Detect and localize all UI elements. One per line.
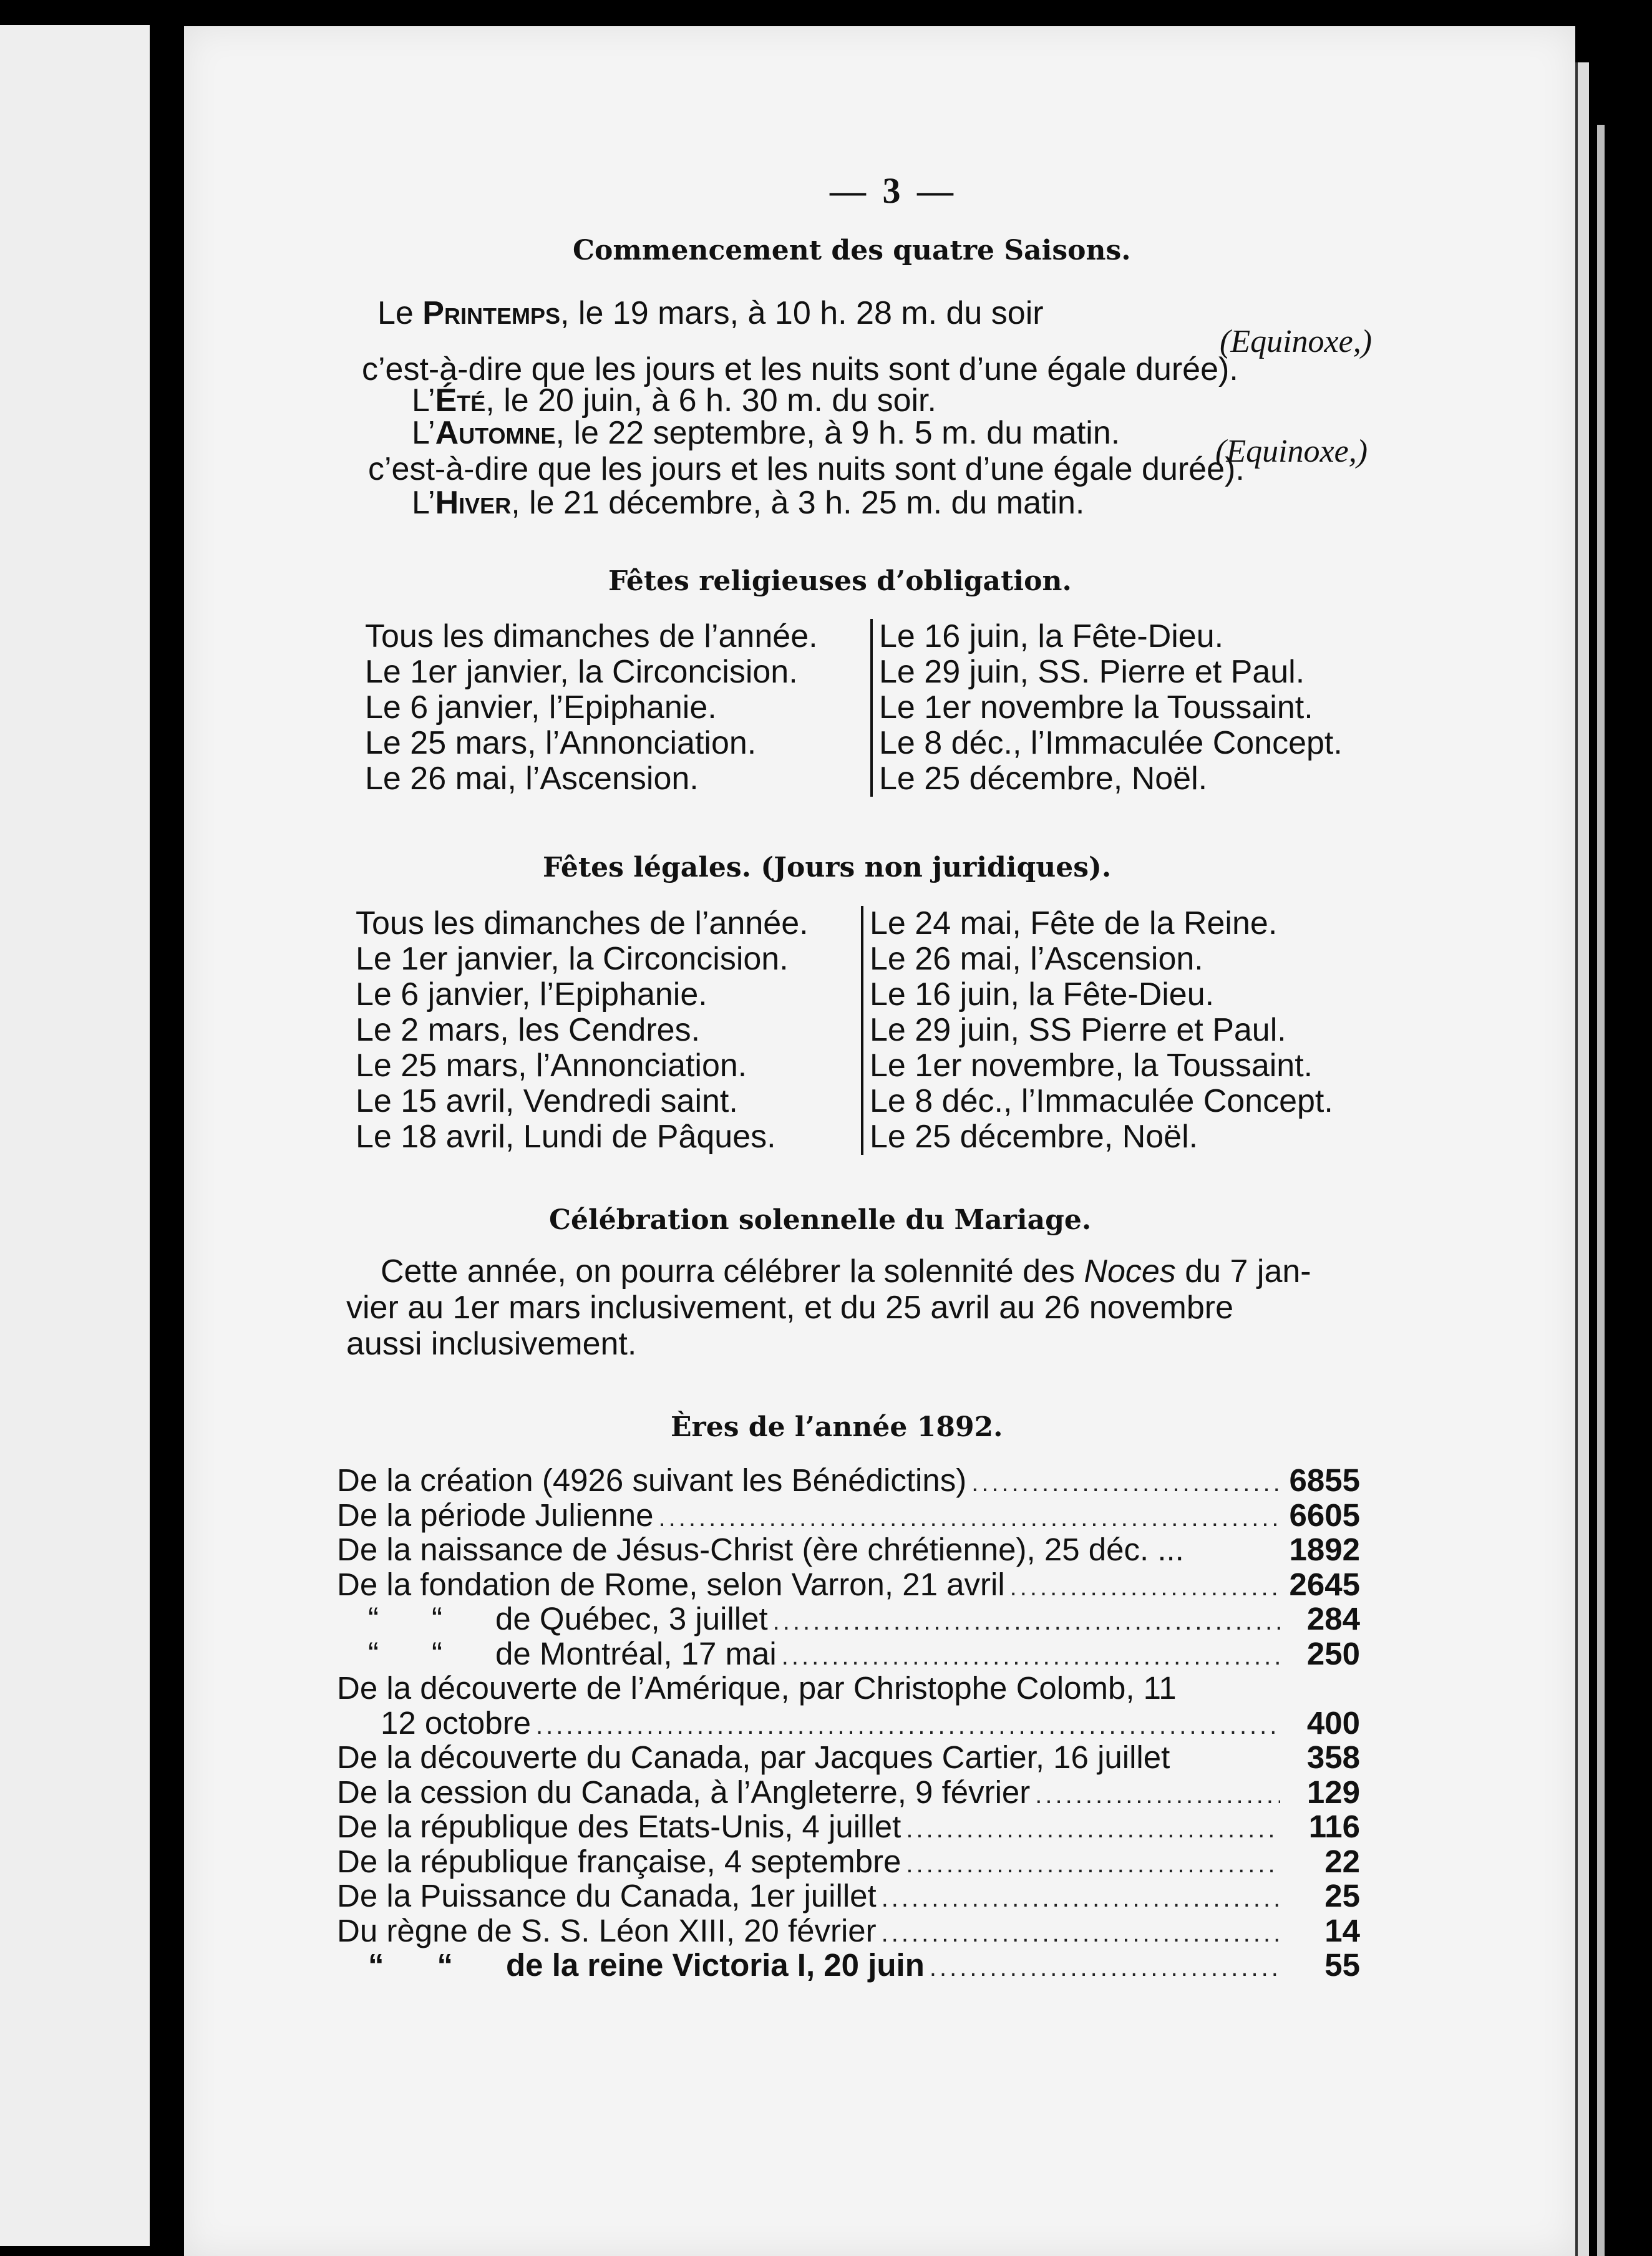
feast-item: Le 8 déc., l’Immaculée Concept. xyxy=(879,725,1343,761)
marriage-text-line: Cette année, on pourra célébrer la solennité des Noces du 7 jan- xyxy=(381,1253,1311,1290)
era-row: De la cession du Canada, à l’Angleterre, 9 février ..... 129 xyxy=(337,1775,1360,1810)
era-row: “ “ de la reine Victoria I, 20 juin ..... 55 xyxy=(337,1948,1360,1983)
season-name: Été xyxy=(435,382,486,419)
era-row: De la découverte du Canada, par Jacques Cartier, 16 juillet 358 xyxy=(337,1739,1360,1775)
religious-feasts-heading: Fêtes religieuses d’obligation. xyxy=(608,565,1072,597)
page-edge xyxy=(1575,62,1589,2256)
era-value: 250 xyxy=(1306,1635,1360,1671)
holiday-item: Le 2 mars, les Cendres. xyxy=(356,1012,701,1048)
holiday-item: Le 18 avril, Lundi de Pâques. xyxy=(356,1119,776,1155)
dot-leader xyxy=(906,1847,1280,1882)
holiday-item: Le 25 mars, l’Annonciation. xyxy=(356,1048,747,1084)
era-value: 1892 xyxy=(1289,1532,1360,1567)
era-row: De la fondation de Rome, selon Varron, 21 avril ..... 2645 xyxy=(337,1567,1360,1602)
holiday-item: Le 8 déc., l’Immaculée Concept. xyxy=(870,1083,1333,1119)
equinox-note: (Equinoxe,) xyxy=(1215,434,1368,469)
holiday-item: Le 16 juin, la Fête-Dieu. xyxy=(870,976,1215,1013)
era-row: Du règne de S. S. Léon XIII, 20 février ..... 14 xyxy=(337,1913,1360,1948)
seasons-line: L’Automne, le 22 septembre, à 9 h. 5 m. du matin. xyxy=(412,415,1120,451)
holiday-item: Tous les dimanches de l’année. xyxy=(356,905,809,941)
era-value: 14 xyxy=(1324,1912,1360,1948)
era-value: 2645 xyxy=(1289,1566,1360,1602)
season-name: Automne xyxy=(435,415,556,451)
era-value: 284 xyxy=(1306,1601,1360,1636)
era-value: 358 xyxy=(1306,1739,1360,1775)
page-number: — 3 — xyxy=(830,170,957,211)
holiday-item: Le 1er novembre, la Toussaint. xyxy=(870,1048,1313,1084)
dot-leader xyxy=(773,1605,1280,1640)
marriage-text-line: vier au 1er mars inclusivement, et du 25 avril au 26 novembre xyxy=(346,1290,1234,1326)
seasons-line: c’est-à-dire que les jours et les nuits sont d’une égale durée). xyxy=(368,451,1245,487)
religious-feasts-left xyxy=(365,619,818,797)
era-row: 12 octobre ..... 400 xyxy=(337,1706,1360,1741)
dot-leader xyxy=(882,1882,1280,1917)
left-page-margin xyxy=(0,25,150,2246)
season-name: Hiver xyxy=(435,485,512,521)
seasons-heading: Commencement des quatre Saisons. xyxy=(573,235,1131,266)
seasons-line: L’Été, le 20 juin, à 6 h. 30 m. du soir. xyxy=(412,382,936,419)
era-row: “ “ de Montréal, 17 mai ..... 250 xyxy=(337,1636,1360,1671)
era-value: 6855 xyxy=(1289,1462,1360,1498)
dot-leader xyxy=(971,1466,1280,1501)
legal-holidays-left xyxy=(356,906,809,1155)
book-gutter xyxy=(150,19,184,2256)
dot-leader xyxy=(536,1709,1280,1744)
era-row: De la période Julienne ..... 6605 xyxy=(337,1498,1360,1533)
religious-feasts-table xyxy=(365,619,1376,806)
religious-feasts-right xyxy=(870,619,1343,797)
legal-holidays-table xyxy=(356,906,1366,1162)
eras-table xyxy=(337,1463,1360,1983)
holiday-item: Le 24 mai, Fête de la Reine. xyxy=(870,905,1278,941)
feast-item: Le 25 mars, l’Annonciation. xyxy=(365,725,757,761)
holiday-item: Le 1er janvier, la Circoncision. xyxy=(356,941,789,977)
feast-item: Le 1er janvier, la Circoncision. xyxy=(365,654,798,690)
era-row: De la république des Etats-Unis, 4 juillet ..... 116 xyxy=(337,1809,1360,1844)
season-name: Printemps xyxy=(422,295,560,331)
era-value: 400 xyxy=(1306,1704,1360,1741)
marriage-heading: Célébration solennelle du Mariage. xyxy=(549,1204,1092,1236)
legal-holidays-heading: Fêtes légales. (Jours non juridiques). xyxy=(543,852,1112,883)
dot-leader xyxy=(882,1917,1280,1952)
dot-leader xyxy=(1035,1778,1280,1813)
eras-heading: Ères de l’année 1892. xyxy=(671,1411,1003,1443)
era-row: De la création (4926 suivant les Bénédictins) ..... 6855 xyxy=(337,1463,1360,1498)
seasons-line: Le Printemps, le 19 mars, à 10 h. 28 m. du soir xyxy=(377,295,1044,331)
era-value: 55 xyxy=(1324,1947,1360,1983)
legal-holidays-right xyxy=(861,906,1333,1155)
equinox-note: (Equinoxe,) xyxy=(1220,324,1373,359)
seasons-line: L’Hiver, le 21 décembre, à 3 h. 25 m. du matin. xyxy=(412,485,1085,521)
feast-item: Le 25 décembre, Noël. xyxy=(879,761,1208,797)
era-value: 116 xyxy=(1308,1809,1360,1844)
era-value: 129 xyxy=(1306,1774,1360,1810)
era-row: De la république française, 4 septembre ..... 22 xyxy=(337,1844,1360,1879)
page-edge-back xyxy=(1597,125,1605,2256)
feast-item: Le 26 mai, l’Ascension. xyxy=(365,761,699,797)
dot-leader xyxy=(659,1501,1280,1536)
holiday-item: Le 25 décembre, Noël. xyxy=(870,1119,1198,1155)
dot-leader xyxy=(930,1951,1280,1986)
era-row: De la naissance de Jésus-Christ (ère chrétienne), 25 déc. ... 1892 xyxy=(337,1532,1360,1567)
feast-item: Le 6 janvier, l’Epiphanie. xyxy=(365,689,717,726)
era-value: 22 xyxy=(1324,1843,1360,1879)
era-row: De la découverte de l’Amérique, par Christophe Colomb, 11 xyxy=(337,1670,1177,1706)
holiday-item: Le 29 juin, SS Pierre et Paul. xyxy=(870,1012,1286,1048)
dot-leader xyxy=(1010,1570,1280,1605)
era-value: 6605 xyxy=(1289,1497,1360,1533)
era-row: “ “ de Québec, 3 juillet ..... 284 xyxy=(337,1602,1360,1636)
era-value: 25 xyxy=(1324,1878,1360,1913)
marriage-text-line: aussi inclusivement. xyxy=(346,1326,637,1362)
feast-item: Tous les dimanches de l’année. xyxy=(365,618,818,654)
era-row: De la Puissance du Canada, 1er juillet ..... 25 xyxy=(337,1879,1360,1913)
holiday-item: Le 15 avril, Vendredi saint. xyxy=(356,1083,738,1119)
dot-leader xyxy=(906,1812,1280,1847)
holiday-item: Le 26 mai, l’Ascension. xyxy=(870,941,1203,977)
seasons-line: c’est-à-dire que les jours et les nuits sont d’une égale durée). xyxy=(362,351,1238,387)
holiday-item: Le 6 janvier, l’Epiphanie. xyxy=(356,976,707,1013)
feast-item: Le 1er novembre la Toussaint. xyxy=(879,689,1313,726)
feast-item: Le 29 juin, SS. Pierre et Paul. xyxy=(879,654,1305,690)
dot-leader xyxy=(782,1640,1280,1675)
feast-item: Le 16 juin, la Fête-Dieu. xyxy=(879,618,1224,654)
